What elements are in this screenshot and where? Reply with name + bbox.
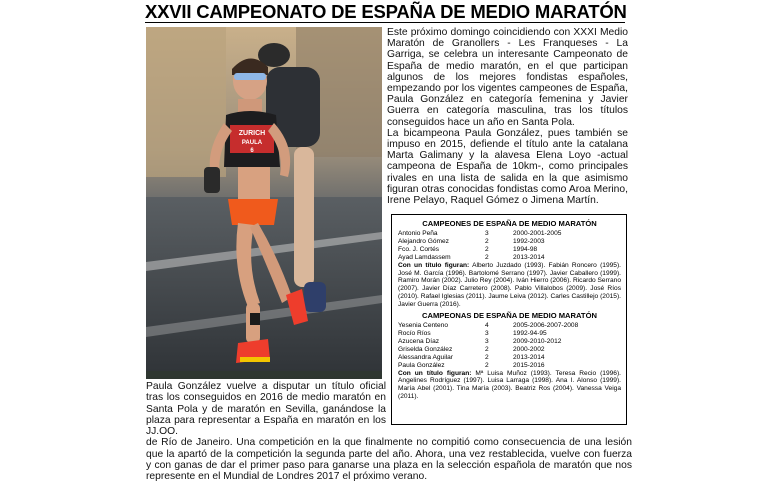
closing-text-narrow: Paula González vuelve a disputar un título oficial tras los conseguidos en 2016 de medio maratón en Santa Pola y de maratón en Sevilla, ganándose la plaza para representar a España en maratón en los JJ.OO. bbox=[146, 381, 386, 438]
bib-number: 6 bbox=[250, 148, 254, 154]
title-count: 2 bbox=[485, 353, 489, 361]
title-count: 2 bbox=[485, 253, 489, 261]
table-row bbox=[398, 354, 621, 362]
title-years: 2015-2016 bbox=[513, 361, 545, 369]
bib-name: PAULA bbox=[241, 140, 263, 146]
champion-name: Rocío Ríos bbox=[398, 329, 431, 337]
also-label: Con un título figuran: bbox=[398, 261, 470, 269]
title-years: 2000-2001-2005 bbox=[513, 230, 562, 237]
table-row bbox=[398, 362, 621, 370]
table-row bbox=[398, 238, 621, 246]
title-years: 2013-2014 bbox=[513, 353, 545, 361]
title-years: 2005-2006-2007-2008 bbox=[513, 322, 579, 330]
champion-name: Alejandro Gómez bbox=[398, 237, 449, 245]
champion-name: Yesenia Centeno bbox=[398, 322, 448, 330]
champion-name: Ayad Lamdassem bbox=[398, 253, 451, 261]
title-years: 2013-2014 bbox=[513, 253, 545, 261]
title-count: 2 bbox=[485, 245, 489, 253]
champion-name: Antonio Peña bbox=[398, 230, 438, 237]
women-champions-heading: CAMPEONAS DE ESPAÑA DE MEDIO MARATÓN bbox=[422, 311, 597, 321]
intro-paragraph: La bicampeona Paula González, pues también se impuso en 2015, defiende el título ante la catalana Marta Galimany y la alavesa Elena Loyo -actual campeona de España de 10km-, como principales rivales en una lista de salida en la que asimismo figuran otras conocidas fondistas como Aroa Merino, Irene Pelayo, Raquel Gómez o Jimena Martín. bbox=[387, 127, 628, 207]
table-row bbox=[398, 254, 621, 262]
intro-paragraph: Este próximo domingo coincidiendo con XXXI Medio Maratón de Granollers - Les Franqueses - La Garriga, se celebra un interesante Campeonato de España de medio maratón, en el que participan algunos de los mejores fondistas españoles, empezando por los vigentes campeones de España, Paula González en categoría femenina y Javier Guerra en categoría masculina, tras los títulos conseguidos hace un año en Santa Pola. bbox=[387, 27, 628, 128]
champion-name: Alessandra Aguilar bbox=[398, 353, 453, 361]
table-row bbox=[398, 230, 621, 238]
champion-name: Paula González bbox=[398, 361, 445, 369]
runner-photo-illustration bbox=[146, 27, 382, 379]
table-row bbox=[398, 346, 621, 354]
table-row bbox=[398, 330, 621, 338]
champion-name: Azucena Díaz bbox=[398, 337, 440, 345]
title-count: 2 bbox=[485, 237, 489, 245]
bib-brand: ZURICH bbox=[238, 130, 266, 137]
closing-text bbox=[146, 381, 632, 483]
also-text: Alberto Juzdado (1993). Fabián Roncero (1995). José M. García (1996). Bartolomé Serrano (1997). Javier Caballero (1999). Ramiro Morán (2002). Julio Rey (2004). Iván Hierro (2006). Ricardo Serrano (2007). Javier Díaz Carretero (2008). Pablo Villalobos (2009). José Ríos (2010). Rafael Iglesias (2011). Jaume Leiva (2012). Carles Castillejo (2015). Javier Guerra (2016). bbox=[398, 261, 621, 309]
intro-text bbox=[387, 27, 628, 206]
title-years: 2000-2002 bbox=[513, 345, 545, 353]
champion-name: Griselda González bbox=[398, 345, 453, 353]
also-text: Mª Luisa Muñoz (1993). Teresa Recio (1996). Angelines Rodríguez (1997). Luisa Larraga (1998). Ana I. Alonso (1999). María Abel (2001). Tina María (2003). Beatriz Ros (2004). Vanessa Veiga (2011). bbox=[398, 369, 622, 401]
men-champions-heading: CAMPEONES DE ESPAÑA DE MEDIO MARATÓN bbox=[422, 219, 597, 228]
title-count: 4 bbox=[485, 322, 489, 330]
title-count: 2 bbox=[485, 345, 489, 353]
title-count: 2 bbox=[485, 361, 489, 369]
title-count: 3 bbox=[485, 329, 489, 337]
title-years: 2009-2010-2012 bbox=[513, 337, 562, 345]
title-count: 3 bbox=[485, 337, 489, 345]
runner-photo bbox=[146, 27, 382, 379]
table-row bbox=[398, 338, 621, 346]
closing-text-wide: de Río de Janeiro. Una competición en la que finalmente no compitió como consecuencia de una lesión que la apartó de la competición la segunda parte del año. Ahora, una vez restablecida, vuelve con fuerza y con ganas de dar el primer paso para ganarse una plaza en la selección española de maratón que nos represente en el Mundial de Londres 2017 el próximo verano. bbox=[146, 437, 632, 483]
article-title: XXVII CAMPEONATO DE ESPAÑA DE MEDIO MARATÓN bbox=[145, 1, 627, 22]
men-single-title-list bbox=[398, 262, 621, 309]
title-years: 1994-98 bbox=[513, 245, 538, 253]
champion-name: Fco. J. Cortés bbox=[398, 245, 440, 253]
title-count: 3 bbox=[485, 230, 489, 237]
title-years: 1992-94-95 bbox=[513, 329, 547, 337]
also-label: Con un título figuran: bbox=[398, 369, 472, 377]
table-row bbox=[398, 322, 621, 330]
title-years: 1992-2003 bbox=[513, 237, 545, 245]
table-row bbox=[398, 246, 621, 254]
